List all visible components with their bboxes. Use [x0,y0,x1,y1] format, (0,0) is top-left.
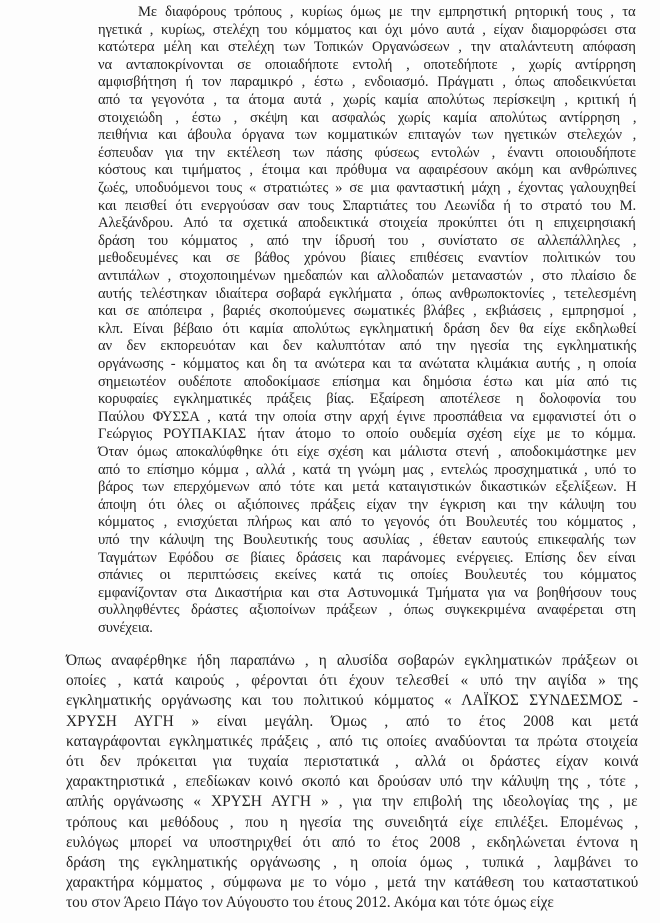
text-line: ΧΡΥΣΗ ΑΥΓΗ » είναι μεγάλη. Όμως , από το έτος 2008 και μετά [66,712,639,730]
text-line: χαρακτηριστικά , επεδίωκαν κοινό σκοπό και δρούσαν υπό την κάλυψη της , τότε , [66,773,639,791]
text-line: Όταν όμως αποκαλύφθηκε ότι είχε σχέση και μάλιστα στενή , αποδοκιμάστηκε μεν [98,444,636,460]
text-line: Γεώργιος ΡΟΥΠΑΚΙΑΣ ήταν άτομο το οποίο ουδεμία σχέση είχε με το κόμμα. [98,426,636,443]
text-line: κόμματος , ενισχύεται πλήρως και από το γεγονός ότι Βουλευτές του κόμματος , [98,514,636,531]
text-line: ηγετικά , κυρίως, στελέχη του κόμματος και όχι μόνο αυτά , είχαν διαμορφώσει στα [98,21,636,38]
text-line: Όπως αναφέρθηκε ήδη παραπάνω , η αλυσίδα σοβαρών εγκληματικών πράξεων οι [66,652,638,669]
text-line: καταγράφονται εγκληματικές πράξεις , από τις οποίες αναδύονται τα πρώτα στοιχεία [66,732,638,750]
text-line: βάρος των επερχόμενων από τότε και μετά καταιγιστικών δικαστικών εξελίξεων. Η [98,479,637,496]
text-line: άποψη ότι όλες οι αξιόποινες πράξεις είχαν την έγκριση και την κάλυψη του [98,496,637,513]
text-line: στοιχειώδη , έστω , σκέψη και ασφαλώς χωρίς καμία απολύτως αντίρρηση , [98,109,637,126]
text-line: αν δεν εκπορευόταν και δεν καλυπτόταν από την ηγεσία της εγκληματικής [98,338,637,355]
text-line: να ανταποκρίνονται σε οποιαδήποτε εντολή , οποτεδήποτε , χωρίς αντίρρηση [98,56,636,73]
text-line: αμφισβήτηση ή τον παραμικρό , έστω , ενδοιασμό. Πράγματι , όπως αποδεικνύεται [98,74,636,91]
text-line: συλληφθέντες δράστες αξιοποίνων πράξεων , όπως συγκεκριμένα αναφέρεται στη [98,602,636,619]
text-line: Με διαφόρους τρόπους , κυρίως όμως με την εμπρηστική ρητορική τους , τα [138,4,636,20]
text-line: αντιπάλων , στοχοποιημένων ημεδαπών και αλλοδαπών μεταναστών , στο πλαίσιο δε [98,268,637,284]
text-line: εγκληματικής οργάνωσης και του πολιτικού κόμματος « ΛΑΪΚΟΣ ΣΥΝΔΕΣΜΟΣ - [66,692,638,710]
text-line: κλπ. Είναι βέβαιο ότι καμία απολύτως εγκληματική δράση δεν θα είχε εκδηλωθεί [98,320,637,337]
text-line: Ταγμάτων Εφόδου σε βίαιες δράσεις και παράνομες ενέργειες. Επίσης δεν είναι [98,549,636,566]
text-line: κατώτερα μέλη και στελέχη των Τοπικών Οργανώσεων , την αταλάντευτη απόφαση [98,39,636,56]
text-line: εμφανίζονταν στα Δικαστήρια και στα Αστυνομικά Τμήματα για να βοηθήσουν τους [98,584,637,601]
text-line: δράση της εγκληματικής οργάνωσης , η οποία όμως , τυπικά , λαμβάνει το [66,854,639,871]
text-line: τρόπους και μεθόδους , που η ηγεσία της συνειδητά είχε επιλέξει. Επομένως , [66,813,639,831]
text-line: αυτής τελέστηκαν ιδιαίτερα σοβαρά εγκλήματα , όπως ανθρωποκτονίες , τετελεσμένη [98,285,637,302]
text-line: μεθοδευμένες και σε βάθος χρόνου βίαιες επιθέσεις εναντίον πολιτικών του [98,250,636,267]
text-line: έσπευδαν για την εκτέλεση των πάσης φύσεως εντολών , έναντι οποιουδήποτε [98,144,636,161]
text-line: συνέχεια. [98,620,153,636]
text-line: σπάνιες οι περιπτώσεις εκείνες κατά τις οποίες Βουλευτές του κόμματος [98,567,636,584]
text-line: πειθήνια και άβουλα όργανα των κομματικών επιταγών των ηγετικών στελεχών , [98,127,637,144]
text-line: κόστους και τιμήματος , έτοιμα και πρόθυμα να αφαιρέσουν ακόμη και ανθρώπινες [98,162,637,179]
text-line: ευλόγως μπορεί να υποστηριχθεί ότι από το έτος 2008 , εκδηλώνεται έντονα η [66,833,639,851]
text-line: οργάνωσης - κόμματος και δη τα ανώτερα και τα ανώτατα κλιμάκια αυτής , η οποία [98,356,637,372]
text-line: σημειωτέον ουδέποτε αποδοκίμασε επίσημα και δημόσια έστω και μία από τις [98,373,637,390]
text-line: από το επίσημο κόμμα , αλλά , κατά τη γνώμη μας , εντελώς προσχηματικά , υπό το [98,461,637,478]
text-line: οποίες , κατά καιρούς , φέρονται ότι έχουν τελεσθεί « υπό την αιγίδα » της [66,672,638,690]
text-line: ζωές, υποδυόμενοι τους « στρατιώτες » σε μια φανταστική μάχη , έχοντας γαλουχηθεί [98,180,636,196]
text-line: και σε απόπειρα , βαριές σκοπούμενες σωματικές βλάβες , εκβιάσεις , εμπρησμοί , [98,303,637,320]
text-line: ότι δεν πρόκειται για τυχαία περιστατικά , αλλά οι δράστες είχαν κοινά [66,753,639,770]
text-line: απλής οργάνωσης « ΧΡΥΣΗ ΑΥΓΗ » , για την επιβολή της ιδεολογίας της , με [66,793,638,811]
text-line: υπό την κάλυψη της Βουλευτικής τους ασυλίας , έθεταν εαυτούς επικεφαλής των [98,532,636,548]
text-line: Αλεξάνδρου. Από τα σχετικά αποδεικτικά στοιχεία προκύπτει ότι η επιχειρησιακή [98,215,636,232]
text-line: δράση του κόμματος , από την ίδρυσή του , συνίστατο σε αλλεπάλληλες , [98,232,637,249]
text-line: του στον Άρειο Πάγο τον Αύγουστο του έτους 2012. Ακόμα και τότε όμως είχε [66,894,554,912]
text-line: κορυφαίες εγκληματικές πράξεις βίας. Εξαίρεση αποτέλεσε η δολοφονία του [98,391,637,408]
text-line: Παύλου ΦΥΣΣΑ , κατά την οποία στην αρχή έγινε προσπάθεια να εμφανιστεί ότι ο [98,408,637,425]
text-line: και πεισθεί ότι ενεργούσαν σαν τους Σπαρτιάτες του Λεωνίδα ή το στρατό του Μ. [98,197,637,214]
text-line: χαρακτήρα κόμματος , σύμφωνα με το νόμο , μετά την κατάθεση του καταστατικού [66,874,639,892]
text-line: από τα γεγονότα , τα άτομα αυτά , χωρίς καμία απολύτως περίσκεψη , κριτική ή [98,92,637,108]
